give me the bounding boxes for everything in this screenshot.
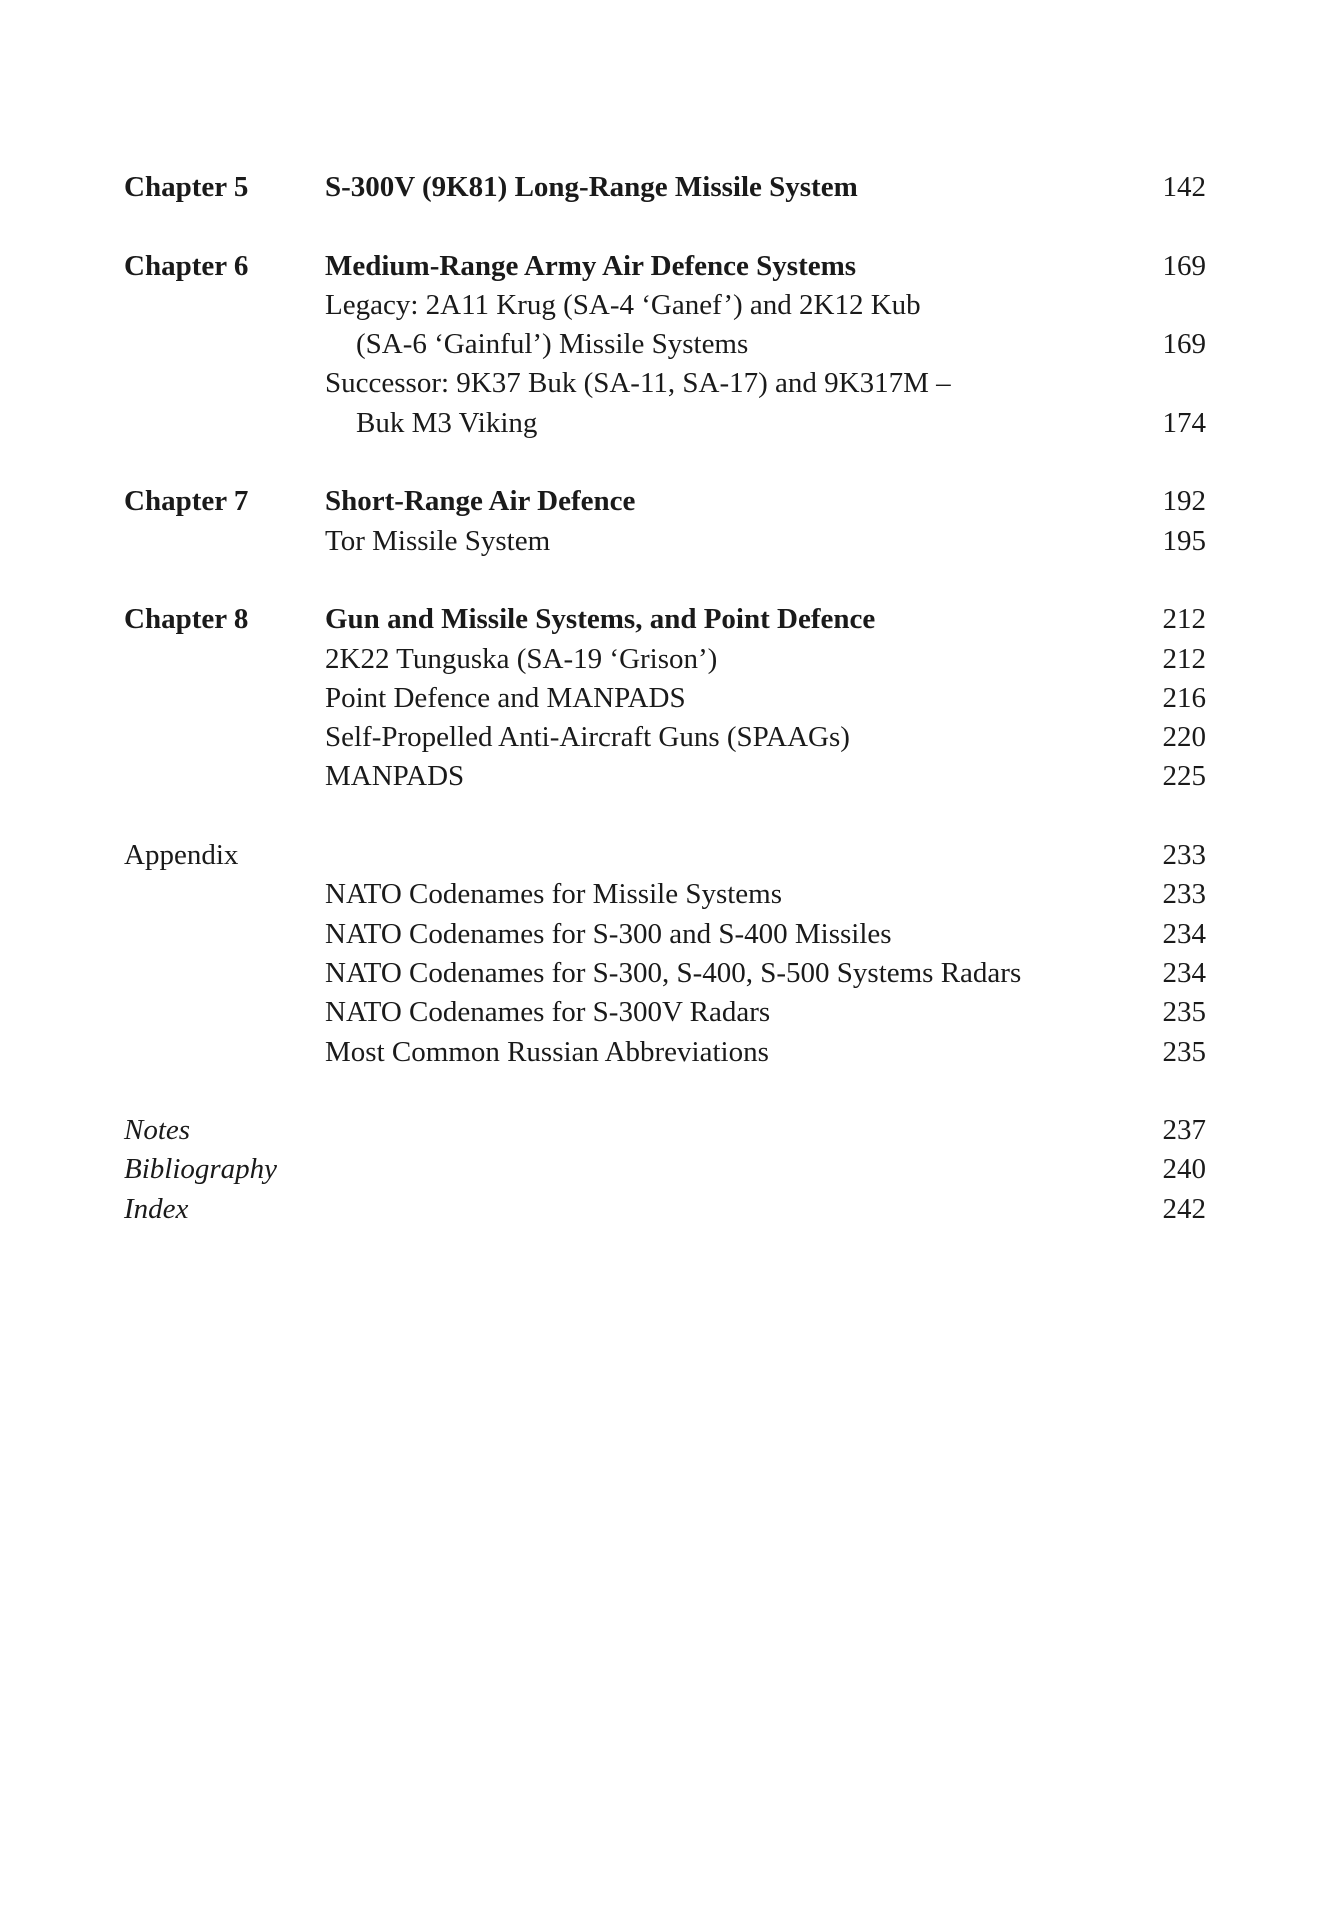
toc-appendix[interactable] (124, 836, 1206, 875)
page-number: 220 (1162, 721, 1206, 754)
toc-entry-continuation[interactable] (124, 325, 1206, 364)
toc-entry[interactable] (124, 915, 1206, 954)
back-matter-label: Bibliography (124, 1153, 278, 1186)
page-number: 142 (1162, 171, 1206, 203)
spacer (124, 207, 1206, 246)
entry-title: Self-Propelled Anti-Aircraft Guns (SPAAGs) (325, 721, 850, 754)
chapter-title: Gun and Missile Systems, and Point Defence (325, 603, 876, 636)
page-number: 240 (1162, 1153, 1206, 1186)
chapter-title: Medium-Range Army Air Defence Systems (325, 249, 857, 282)
page-number: 234 (1162, 917, 1206, 950)
entry-title-continued: Buk M3 Viking (356, 406, 538, 439)
entry-title-continued: (SA-6 ‘Gainful’) Missile Systems (356, 328, 749, 361)
chapter-label: Chapter 5 (124, 171, 249, 203)
entry-title: 2K22 Tunguska (SA-19 ‘Grison’) (325, 642, 718, 675)
chapter-label: Chapter 6 (124, 249, 249, 282)
entry-title: NATO Codenames for S-300, S-400, S-500 Systems Radars (325, 956, 1022, 989)
toc-chapter-5[interactable] (124, 168, 1206, 207)
page-number: 242 (1162, 1192, 1206, 1225)
entry-title: NATO Codenames for Missile Systems (325, 878, 783, 911)
appendix-label: Appendix (124, 839, 239, 872)
toc-notes[interactable] (124, 1111, 1206, 1150)
toc-entry[interactable] (124, 364, 1206, 403)
page-number: 212 (1162, 603, 1206, 636)
chapter-title: Short-Range Air Defence (325, 485, 636, 518)
page-number: 233 (1162, 839, 1206, 872)
entry-title: Most Common Russian Abbreviations (325, 1035, 769, 1068)
toc-entry[interactable] (124, 993, 1206, 1032)
table-of-contents (124, 168, 1206, 1229)
toc-chapter-8[interactable] (124, 600, 1206, 639)
page-number: 169 (1162, 249, 1206, 282)
page-number: 235 (1162, 1035, 1206, 1068)
page-number: 235 (1162, 996, 1206, 1029)
spacer (124, 1072, 1206, 1111)
page-number: 234 (1162, 956, 1206, 989)
back-matter-label: Index (124, 1192, 189, 1225)
toc-entry[interactable] (124, 1033, 1206, 1072)
toc-chapter-7[interactable] (124, 482, 1206, 521)
entry-title: Tor Missile System (325, 524, 551, 557)
toc-entry[interactable] (124, 640, 1206, 679)
toc-entry[interactable] (124, 954, 1206, 993)
chapter-label: Chapter 7 (124, 485, 249, 518)
toc-index[interactable] (124, 1190, 1206, 1229)
page-number: 192 (1162, 485, 1206, 518)
back-matter-label: Notes (124, 1114, 191, 1147)
page-number: 169 (1162, 328, 1206, 361)
page-number: 225 (1162, 760, 1206, 793)
toc-entry-continuation[interactable] (124, 404, 1206, 443)
page-number: 216 (1162, 681, 1206, 714)
entry-title: Successor: 9K37 Buk (SA-11, SA-17) and 9K317M – (325, 367, 951, 400)
chapter-title: S-300V (9K81) Long-Range Missile System (325, 171, 858, 203)
toc-entry[interactable] (124, 286, 1206, 325)
page-number: 212 (1162, 642, 1206, 675)
toc-entry[interactable] (124, 522, 1206, 561)
toc-entry[interactable] (124, 875, 1206, 914)
page-number: 233 (1162, 878, 1206, 911)
spacer (124, 561, 1206, 600)
toc-bibliography[interactable] (124, 1150, 1206, 1189)
page-number: 174 (1162, 406, 1206, 439)
entry-title: MANPADS (325, 760, 465, 793)
spacer (124, 443, 1206, 482)
toc-entry[interactable] (124, 679, 1206, 718)
page-number: 195 (1162, 524, 1206, 557)
entry-title: Legacy: 2A11 Krug (SA-4 ‘Ganef’) and 2K12 Kub (325, 288, 921, 321)
entry-title: NATO Codenames for S-300 and S-400 Missiles (325, 917, 892, 950)
spacer (124, 797, 1206, 836)
toc-entry[interactable] (124, 718, 1206, 757)
chapter-label: Chapter 8 (124, 603, 249, 636)
entry-title: NATO Codenames for S-300V Radars (325, 996, 771, 1029)
toc-chapter-6[interactable] (124, 247, 1206, 286)
page-number: 237 (1162, 1114, 1206, 1147)
toc-entry[interactable] (124, 757, 1206, 796)
entry-title: Point Defence and MANPADS (325, 681, 686, 714)
